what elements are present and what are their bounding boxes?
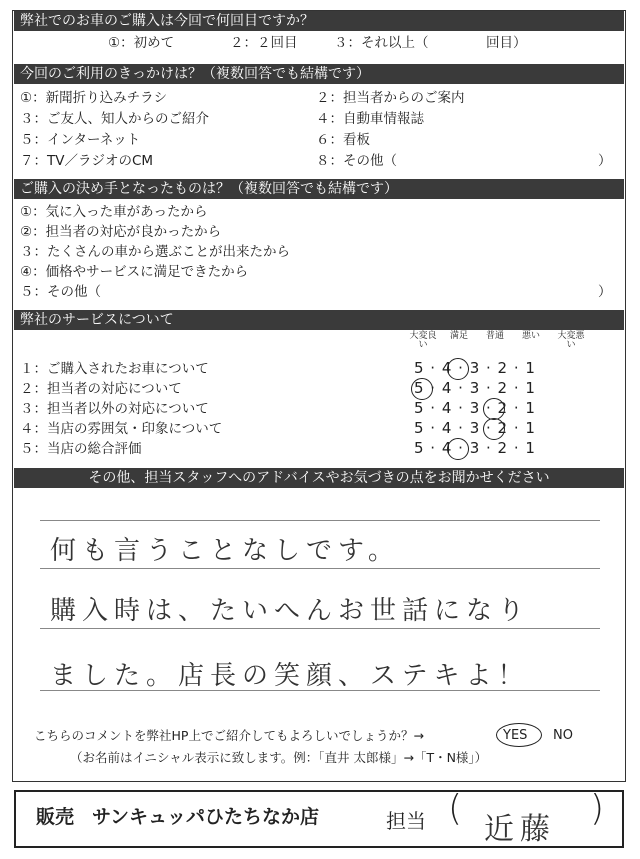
q4-item-4: ４：当店の雰囲気・印象について xyxy=(20,421,223,437)
q1-option-1[interactable]: ①：初めて xyxy=(108,35,175,51)
q2-option-8[interactable]: ８：その他（ xyxy=(316,153,397,169)
staff-label: 担当 xyxy=(386,809,426,833)
rating-selected-circle xyxy=(447,438,469,460)
q3-option-5[interactable]: ５：その他（ xyxy=(20,284,101,300)
q2-option-3[interactable]: ３：ご友人、知人からのご紹介 xyxy=(20,111,209,127)
q2-close-paren: ） xyxy=(598,153,612,169)
q1-option-3[interactable]: ３：それ以上（ xyxy=(334,35,429,51)
q3-header: ご購入の決め手となったものは？（複数回答でも結構です） xyxy=(14,179,624,199)
scale-label-3: 普通 xyxy=(485,331,504,341)
scale-label-2: 悪い xyxy=(521,331,540,341)
q4-rating-1[interactable]: 5 · 4 · 3 · 2 · 1 xyxy=(414,359,536,377)
writing-line xyxy=(40,568,600,569)
paren-close: ) xyxy=(590,788,605,829)
q4-item-3: ３：担当者以外の対応について xyxy=(20,401,209,417)
q2-header: 今回のご利用のきっかけは？（複数回答でも結構です） xyxy=(14,64,624,84)
q4-rating-2[interactable]: 5 · 4 · 3 · 2 · 1 xyxy=(414,379,536,397)
paren-open: ( xyxy=(448,788,463,829)
q2-option-2[interactable]: ２：担当者からのご案内 xyxy=(316,90,465,106)
q4-rating-5[interactable]: 5 · 4 · 3 · 2 · 1 xyxy=(414,439,536,457)
rating-selected-circle xyxy=(483,418,505,440)
writing-line xyxy=(40,520,600,521)
q3-option-3[interactable]: ３：たくさんの車から選ぶことが出来たから xyxy=(20,244,290,260)
yes-selected-circle xyxy=(496,723,542,747)
q3-option-1[interactable]: ①：気に入った車があったから xyxy=(20,204,208,220)
q2-option-5[interactable]: ５：インターネット xyxy=(20,132,141,148)
scale-label-4: 満足 xyxy=(449,331,468,341)
writing-line xyxy=(40,628,600,629)
q4-item-2: ２：担当者の対応について xyxy=(20,381,182,397)
yes-option[interactable]: YES xyxy=(503,728,528,743)
q4-rating-3[interactable]: 5 · 4 · 3 · 2 · 1 xyxy=(414,399,536,417)
q4-item-5: ５：当店の総合評価 xyxy=(20,441,142,457)
handwritten-line-3: ました。店長の笑顔、ステキよ！ xyxy=(50,661,530,691)
q2-option-6[interactable]: ６：看板 xyxy=(316,132,370,148)
rating-selected-circle xyxy=(447,358,469,380)
q3-option-4[interactable]: ④：価格やサービスに満足できたから xyxy=(20,264,249,280)
q2-option-1[interactable]: ①：新聞折り込みチラシ xyxy=(20,90,168,106)
q3-option-2[interactable]: ②：担当者の対応が良かったから xyxy=(20,224,222,240)
q4-rating-4[interactable]: 5 · 4 · 3 · 2 · 1 xyxy=(414,419,536,437)
permission-question: こちらのコメントを弊社HP上でご紹介してもよろしいでしょうか？→ xyxy=(34,728,424,743)
q4-item-1: １：ご購入されたお車について xyxy=(20,361,209,377)
q4-header: 弊社のサービスについて xyxy=(14,310,624,330)
q1-option-2[interactable]: ２：２回目 xyxy=(230,35,298,51)
name-note: （お名前はイニシャル表示に致します。例：「直井 太郎様」→「T・N様」） xyxy=(70,750,488,765)
staff-name: 近藤 xyxy=(484,812,556,847)
comments-header: その他、担当スタッフへのアドバイスやお気づきの点をお聞かせください xyxy=(14,468,624,488)
scale-label-1: 大変悪い xyxy=(557,331,585,350)
q2-option-7[interactable]: ７：TV／ラジオのCM xyxy=(20,153,154,169)
rating-selected-circle xyxy=(483,398,505,420)
q3-close-paren: ） xyxy=(598,284,612,300)
handwritten-line-2: 購入時は、たいへんお世話になり xyxy=(50,596,531,626)
no-option[interactable]: NO xyxy=(553,728,573,743)
scale-label-5: 大変良い xyxy=(409,331,437,350)
store-name: サンキュッパひたちなか店 xyxy=(92,806,320,828)
q1-header: 弊社でのお車のご購入は今回で何回目ですか？ xyxy=(14,11,624,31)
sales-label: 販売 xyxy=(36,806,75,828)
handwritten-line-1: 何も言うことなしです。 xyxy=(50,536,400,566)
rating-selected-circle xyxy=(411,378,433,400)
q2-option-4[interactable]: ４：自動車情報誌 xyxy=(316,111,424,127)
q1-option-3-suffix: 回目） xyxy=(486,35,527,51)
